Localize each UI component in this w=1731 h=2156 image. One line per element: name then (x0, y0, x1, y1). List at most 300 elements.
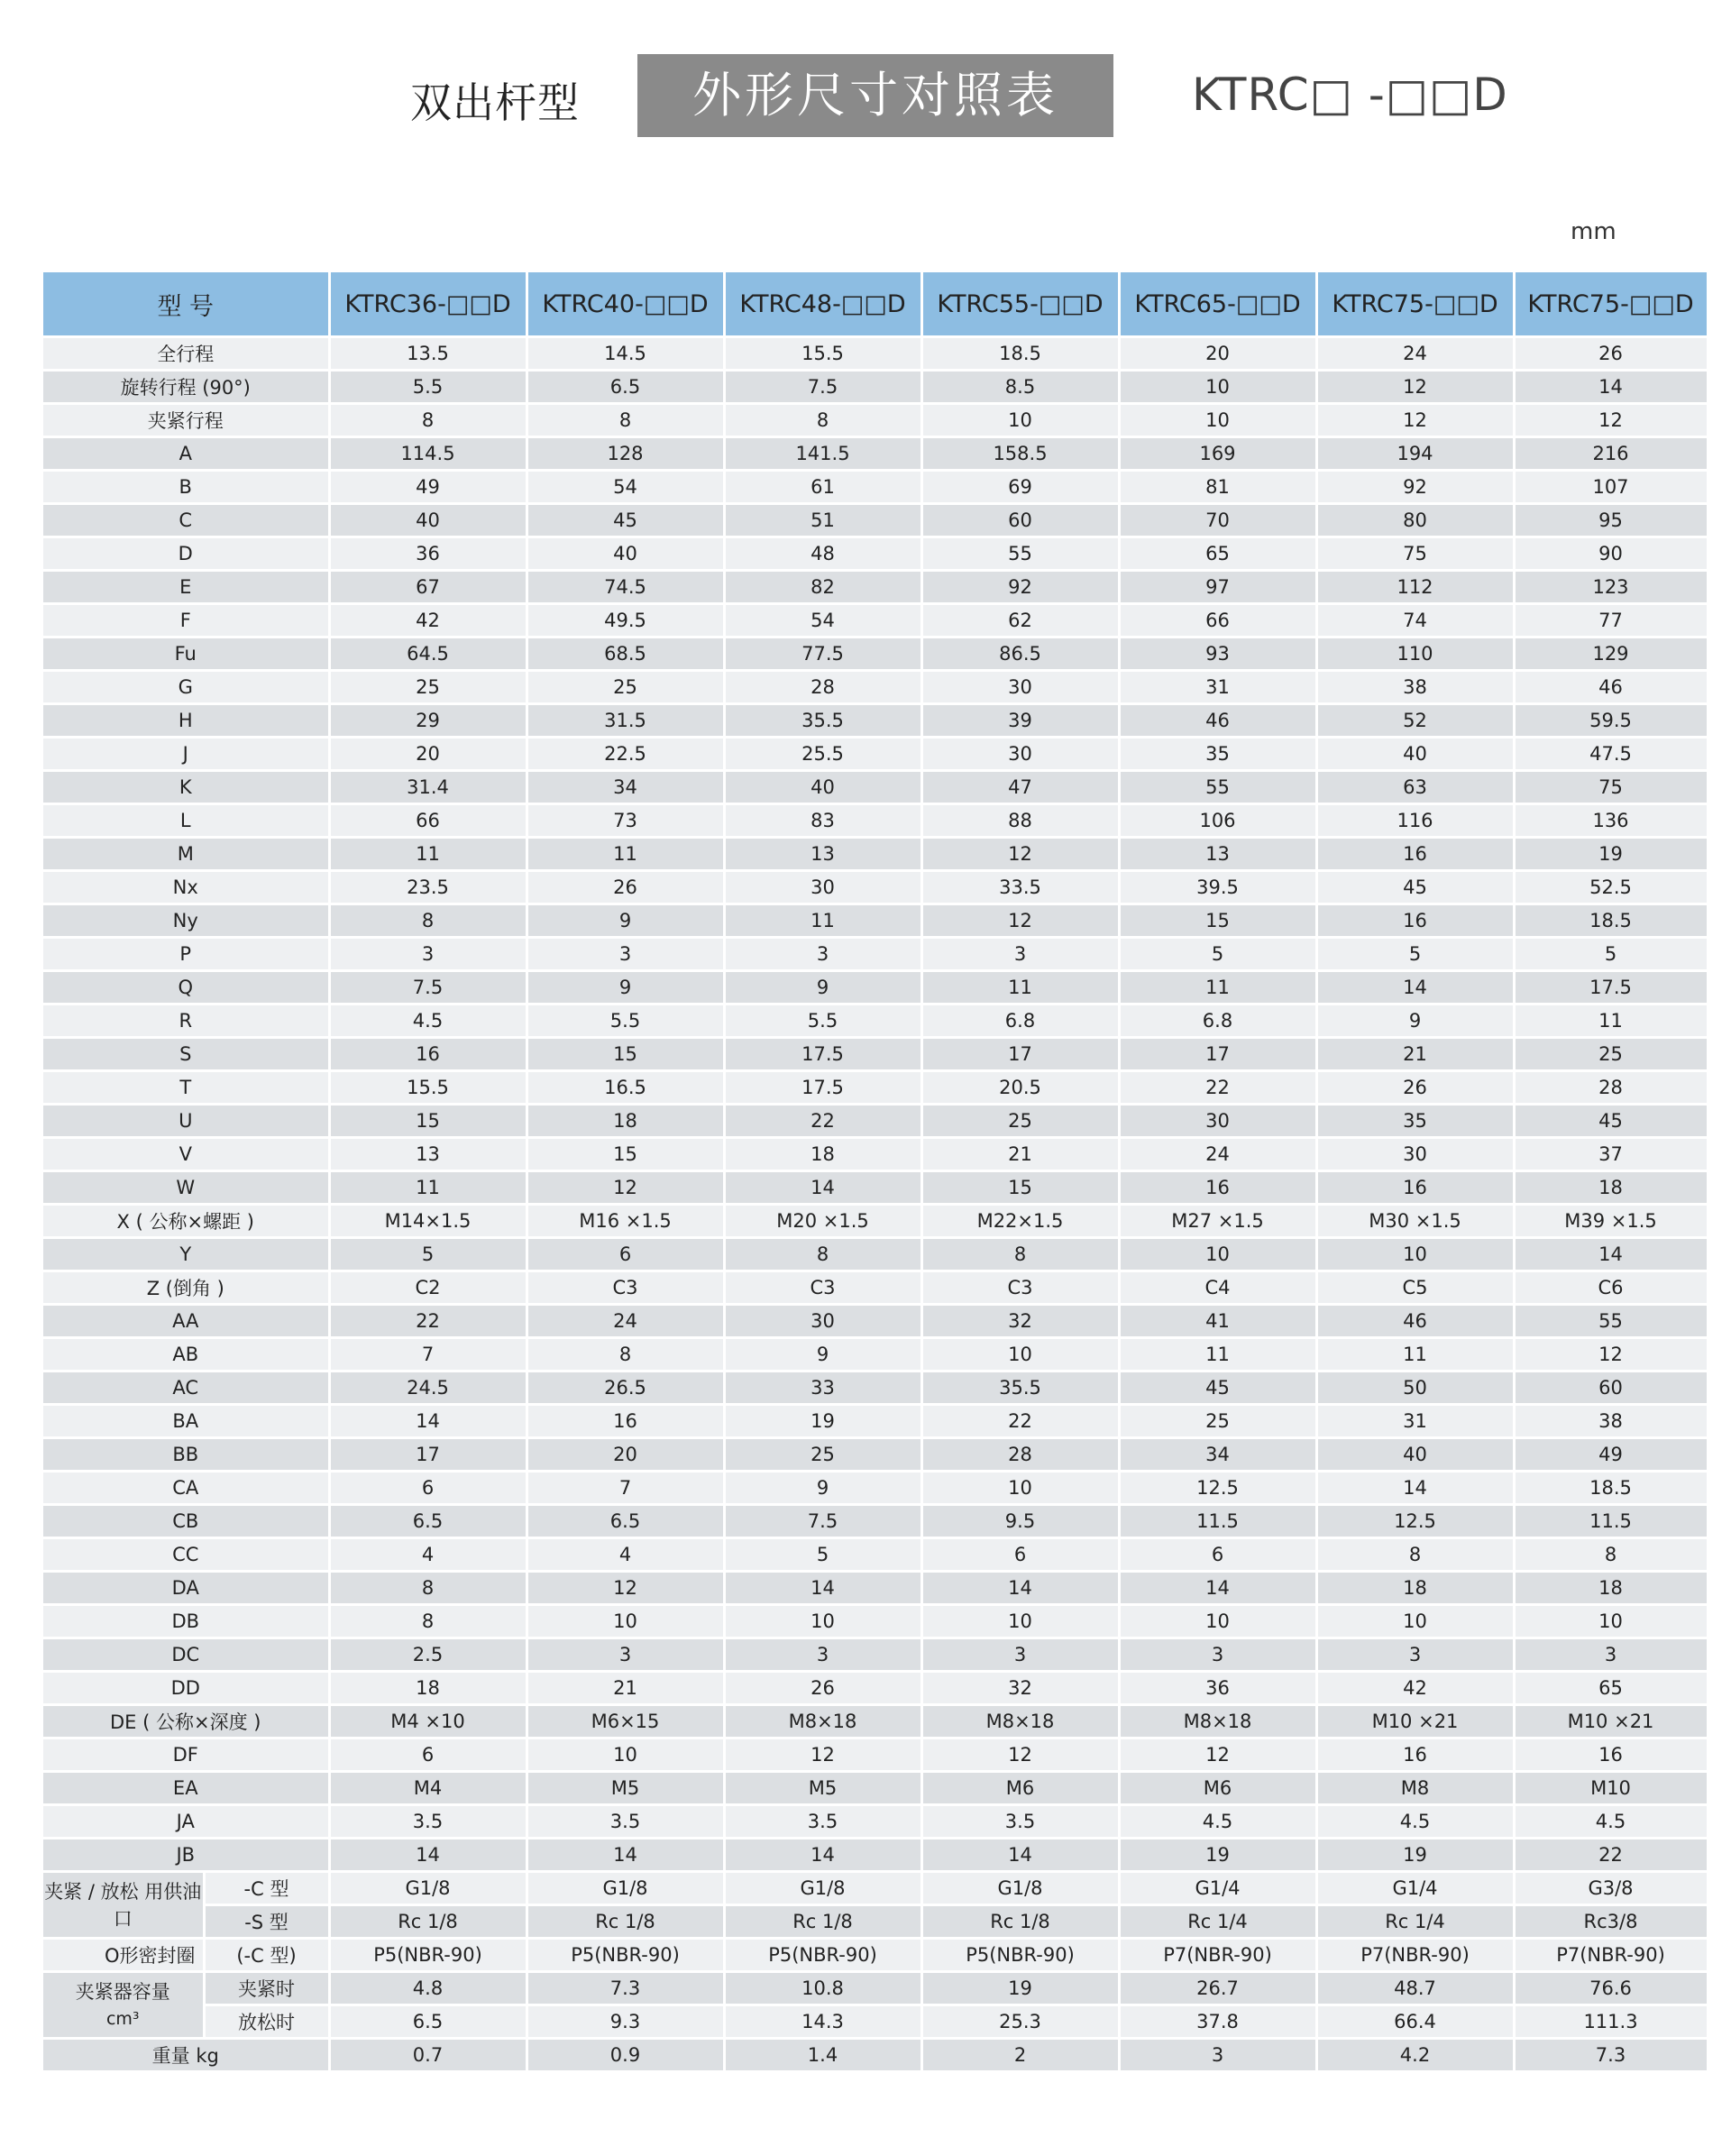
table-cell: 92 (1316, 471, 1514, 504)
table-cell: 3 (329, 938, 527, 971)
table-cell: 14 (329, 1839, 527, 1872)
table-cell: 24.5 (329, 1372, 527, 1405)
table-cell: 18 (329, 1672, 527, 1705)
table-cell: M14×1.5 (329, 1205, 527, 1238)
table-cell: 16 (1316, 838, 1514, 871)
table-cell: 64.5 (329, 638, 527, 671)
table-cell: 3 (527, 1638, 724, 1672)
row-label: E (43, 571, 329, 604)
table-cell: 3.5 (921, 1805, 1119, 1839)
table-cell: 18.5 (1514, 904, 1708, 938)
table-cell: 10 (921, 404, 1119, 437)
table-cell: P7(NBR-90) (1316, 1939, 1514, 1972)
row-label: AC (43, 1372, 329, 1405)
table-row (43, 638, 1708, 671)
table-cell: 14.5 (527, 337, 724, 371)
table-cell: G1/8 (527, 1872, 724, 1905)
table-cell: 35.5 (921, 1372, 1119, 1405)
table-cell: Rc 1/8 (329, 1905, 527, 1939)
table-cell: 15 (329, 1105, 527, 1138)
table-cell: 9 (527, 904, 724, 938)
table-cell: M10 ×21 (1514, 1705, 1708, 1739)
table-row (43, 437, 1708, 471)
row-label: CC (43, 1538, 329, 1572)
table-cell: 11 (1316, 1338, 1514, 1372)
table-cell: 32 (921, 1672, 1119, 1705)
table-cell: 10 (921, 1605, 1119, 1638)
table-row (43, 1572, 1708, 1605)
table-cell: 10 (527, 1739, 724, 1772)
table-row (43, 838, 1708, 871)
table-cell: C6 (1514, 1271, 1708, 1305)
table-row (43, 1538, 1708, 1572)
table-cell: 10.8 (724, 1972, 921, 2005)
table-cell: 18.5 (921, 337, 1119, 371)
table-cell: 25 (527, 671, 724, 704)
table-cell: 3 (527, 938, 724, 971)
oring-row (43, 1939, 1708, 1972)
table-cell: 4.2 (1316, 2039, 1514, 2072)
table-cell: 8 (527, 1338, 724, 1372)
table-row (43, 871, 1708, 904)
table-cell: 93 (1119, 638, 1316, 671)
table-cell: 3.5 (329, 1805, 527, 1839)
table-cell: 49.5 (527, 604, 724, 638)
row-label: K (43, 771, 329, 804)
table-cell: 14 (921, 1839, 1119, 1872)
table-cell: 8 (724, 404, 921, 437)
table-cell: Rc 1/4 (1316, 1905, 1514, 1939)
table-row (43, 371, 1708, 404)
table-cell: 6 (329, 1739, 527, 1772)
table-cell: 24 (527, 1305, 724, 1338)
table-cell: 47 (921, 771, 1119, 804)
table-cell: 35 (1119, 738, 1316, 771)
table-cell: 10 (1119, 404, 1316, 437)
table-cell: 9 (527, 971, 724, 1005)
table-cell: 6.5 (527, 371, 724, 404)
table-cell: M8×18 (1119, 1705, 1316, 1739)
page-header (0, 54, 1731, 137)
table-cell: 66 (329, 804, 527, 838)
model-column-header: KTRC40-□□D (527, 272, 724, 337)
table-cell: 32 (921, 1305, 1119, 1338)
table-cell: 42 (329, 604, 527, 638)
row-label: Z (倒角 ) (43, 1271, 329, 1305)
table-cell: 8 (921, 1238, 1119, 1271)
table-cell: 22 (329, 1305, 527, 1338)
table-cell: 68.5 (527, 638, 724, 671)
table-cell: 5.5 (724, 1005, 921, 1038)
row-label: DB (43, 1605, 329, 1638)
table-cell: 3.5 (527, 1805, 724, 1839)
table-cell: 59.5 (1514, 704, 1708, 738)
table-cell: 22.5 (527, 738, 724, 771)
table-cell: M39 ×1.5 (1514, 1205, 1708, 1238)
table-cell: 12 (921, 1739, 1119, 1772)
table-row (43, 1839, 1708, 1872)
row-label: DA (43, 1572, 329, 1605)
table-cell: M10 ×21 (1316, 1705, 1514, 1739)
capacity-sublabel: 夹紧时 (204, 1972, 329, 2005)
table-row (43, 1005, 1708, 1038)
table-cell: 11 (1514, 1005, 1708, 1038)
table-cell: 12 (527, 1572, 724, 1605)
table-cell: 16 (1316, 904, 1514, 938)
table-row (43, 1472, 1708, 1505)
table-cell: 31 (1316, 1405, 1514, 1438)
table-cell: 141.5 (724, 437, 921, 471)
table-cell: M4 ×10 (329, 1705, 527, 1739)
table-cell: M20 ×1.5 (724, 1205, 921, 1238)
table-cell: 49 (329, 471, 527, 504)
table-cell: C3 (921, 1271, 1119, 1305)
table-cell: 28 (724, 671, 921, 704)
table-cell: 40 (329, 504, 527, 537)
table-cell: 4 (329, 1538, 527, 1572)
table-cell: 12 (1119, 1739, 1316, 1772)
table-cell: 55 (921, 537, 1119, 571)
table-cell: 19 (1514, 838, 1708, 871)
table-cell: P5(NBR-90) (921, 1939, 1119, 1972)
table-cell: 12 (724, 1739, 921, 1772)
table-cell: M27 ×1.5 (1119, 1205, 1316, 1238)
table-cell: 39.5 (1119, 871, 1316, 904)
table-cell: Rc 1/8 (724, 1905, 921, 1939)
table-cell: 45 (1316, 871, 1514, 904)
table-cell: 10 (921, 1338, 1119, 1372)
table-cell: 114.5 (329, 437, 527, 471)
table-cell: 22 (724, 1105, 921, 1138)
table-cell: 52.5 (1514, 871, 1708, 904)
table-row (43, 604, 1708, 638)
table-cell: 74.5 (527, 571, 724, 604)
table-cell: 19 (1119, 1839, 1316, 1872)
table-cell: 46 (1119, 704, 1316, 738)
row-label: F (43, 604, 329, 638)
table-cell: 18.5 (1514, 1472, 1708, 1505)
row-label: DD (43, 1672, 329, 1705)
row-label: 全行程 (43, 337, 329, 371)
table-cell: 7.5 (724, 1505, 921, 1538)
table-row (43, 704, 1708, 738)
table-cell: G1/4 (1316, 1872, 1514, 1905)
table-row (43, 971, 1708, 1005)
table-cell: 81 (1119, 471, 1316, 504)
table-cell: 37 (1514, 1138, 1708, 1171)
table-cell: 6 (1119, 1538, 1316, 1572)
table-cell: 10 (1514, 1605, 1708, 1638)
row-label: JB (43, 1839, 329, 1872)
table-cell: 16 (1316, 1171, 1514, 1205)
table-cell: 9 (1316, 1005, 1514, 1038)
table-cell: 5 (1316, 938, 1514, 971)
table-cell: 61 (724, 471, 921, 504)
table-cell: 8 (1514, 1538, 1708, 1572)
table-cell: 11.5 (1119, 1505, 1316, 1538)
table-cell: Rc3/8 (1514, 1905, 1708, 1939)
capacity-sublabel: 放松时 (204, 2005, 329, 2039)
table-cell: 3.5 (724, 1805, 921, 1839)
table-cell: 47.5 (1514, 738, 1708, 771)
row-label: M (43, 838, 329, 871)
table-cell: 26.7 (1119, 1972, 1316, 2005)
table-cell: 14 (1514, 371, 1708, 404)
table-cell: 14 (1316, 1472, 1514, 1505)
capacity-row (43, 1972, 1708, 2005)
oil-supply-group-title: 夹紧 / 放松 用供油口 (44, 1880, 202, 1930)
model-column-header: KTRC36-□□D (329, 272, 527, 337)
table-row (43, 1638, 1708, 1672)
table-title: 外形尺寸对照表 (637, 54, 1113, 137)
table-cell: 34 (527, 771, 724, 804)
table-cell: 8 (724, 1238, 921, 1271)
table-cell: 12 (527, 1171, 724, 1205)
table-cell: 6.8 (921, 1005, 1119, 1038)
table-cell: 6 (329, 1472, 527, 1505)
table-cell: 82 (724, 571, 921, 604)
table-cell: 11 (527, 838, 724, 871)
table-cell: 12.5 (1316, 1505, 1514, 1538)
table-cell: 25 (329, 671, 527, 704)
row-label: CB (43, 1505, 329, 1538)
table-cell: 26 (724, 1672, 921, 1705)
table-row (43, 1438, 1708, 1472)
table-cell: 5 (1514, 938, 1708, 971)
table-cell: G1/4 (1119, 1872, 1316, 1905)
table-cell: 54 (724, 604, 921, 638)
row-label: S (43, 1038, 329, 1071)
table-cell: 31.4 (329, 771, 527, 804)
table-cell: 6.8 (1119, 1005, 1316, 1038)
table-cell: 49 (1514, 1438, 1708, 1472)
table-cell: 7 (527, 1472, 724, 1505)
table-cell: 16 (329, 1038, 527, 1071)
weight-row (43, 2039, 1708, 2072)
table-cell: 77 (1514, 604, 1708, 638)
table-cell: 22 (1119, 1071, 1316, 1105)
table-row (43, 1705, 1708, 1739)
table-row (43, 1405, 1708, 1438)
table-cell: 30 (1119, 1105, 1316, 1138)
table-cell: 88 (921, 804, 1119, 838)
row-label: AA (43, 1305, 329, 1338)
row-label: D (43, 537, 329, 571)
table-cell: 4 (527, 1538, 724, 1572)
row-label: L (43, 804, 329, 838)
table-cell: 14.3 (724, 2005, 921, 2039)
table-cell: 28 (1514, 1071, 1708, 1105)
table-cell: 11 (329, 838, 527, 871)
table-cell: 16 (1316, 1739, 1514, 1772)
table-cell: 10 (724, 1605, 921, 1638)
table-cell: 7.5 (329, 971, 527, 1005)
table-cell: 110 (1316, 638, 1514, 671)
table-cell: 17 (1119, 1038, 1316, 1071)
table-cell: M22×1.5 (921, 1205, 1119, 1238)
table-row (43, 1305, 1708, 1338)
table-cell: G3/8 (1514, 1872, 1708, 1905)
table-cell: 14 (1316, 971, 1514, 1005)
table-row (43, 537, 1708, 571)
table-cell: 40 (527, 537, 724, 571)
table-cell: 19 (921, 1972, 1119, 2005)
table-cell: 10 (1316, 1238, 1514, 1271)
table-cell: 5 (329, 1238, 527, 1271)
table-cell: 8 (1316, 1538, 1514, 1572)
table-cell: 13 (1119, 838, 1316, 871)
model-column-header: KTRC75-□□D (1514, 272, 1708, 337)
table-cell: Rc 1/8 (527, 1905, 724, 1939)
table-cell: 3 (724, 1638, 921, 1672)
table-row (43, 738, 1708, 771)
table-cell: 40 (724, 771, 921, 804)
table-cell: 24 (1316, 337, 1514, 371)
table-cell: 3 (1119, 1638, 1316, 1672)
table-cell: 106 (1119, 804, 1316, 838)
oil-supply-sublabel: -C 型 (204, 1872, 329, 1905)
table-cell: 25 (1514, 1038, 1708, 1071)
row-label: EA (43, 1772, 329, 1805)
table-cell: 34 (1119, 1438, 1316, 1472)
table-cell: 30 (921, 671, 1119, 704)
table-row (43, 1739, 1708, 1772)
table-cell: P7(NBR-90) (1119, 1939, 1316, 1972)
table-cell: 73 (527, 804, 724, 838)
table-cell: 15 (527, 1038, 724, 1071)
table-cell: 116 (1316, 804, 1514, 838)
row-label: G (43, 671, 329, 704)
table-row (43, 1138, 1708, 1171)
table-row (43, 1672, 1708, 1705)
table-cell: 194 (1316, 437, 1514, 471)
table-cell: 11 (724, 904, 921, 938)
oring-sublabel: (-C 型) (204, 1939, 329, 1972)
table-cell: 11 (1119, 1338, 1316, 1372)
table-cell: 18 (1316, 1572, 1514, 1605)
table-body (43, 337, 1708, 2072)
table-cell: 14 (527, 1839, 724, 1872)
table-cell: 14 (1119, 1572, 1316, 1605)
table-cell: 77.5 (724, 638, 921, 671)
table-cell: 46 (1316, 1305, 1514, 1338)
table-cell: 31.5 (527, 704, 724, 738)
table-cell: 5 (1119, 938, 1316, 971)
table-cell: 5.5 (527, 1005, 724, 1038)
table-cell: 55 (1119, 771, 1316, 804)
table-cell: 3 (1119, 2039, 1316, 2072)
table-cell: 62 (921, 604, 1119, 638)
oring-label: O形密封圈 (43, 1939, 204, 1972)
table-cell: 216 (1514, 437, 1708, 471)
row-label: U (43, 1105, 329, 1138)
table-cell: 42 (1316, 1672, 1514, 1705)
table-row (43, 904, 1708, 938)
table-row (43, 337, 1708, 371)
table-cell: 9.5 (921, 1505, 1119, 1538)
table-cell: 97 (1119, 571, 1316, 604)
table-cell: 90 (1514, 537, 1708, 571)
table-cell: 26 (1316, 1071, 1514, 1105)
table-cell: 40 (1316, 1438, 1514, 1472)
table-row (43, 671, 1708, 704)
table-cell: 45 (527, 504, 724, 537)
table-cell: 10 (1119, 371, 1316, 404)
table-cell: 12 (921, 904, 1119, 938)
table-cell: 6 (527, 1238, 724, 1271)
row-label: X ( 公称×螺距 ) (43, 1205, 329, 1238)
table-cell: 10 (921, 1472, 1119, 1505)
table-cell: 18 (1514, 1572, 1708, 1605)
table-cell: 19 (1316, 1839, 1514, 1872)
table-cell: 12 (1316, 371, 1514, 404)
table-row (43, 1071, 1708, 1105)
table-row (43, 1171, 1708, 1205)
table-cell: 30 (724, 1305, 921, 1338)
row-label: JA (43, 1805, 329, 1839)
table-cell: 30 (921, 738, 1119, 771)
table-cell: 3 (724, 938, 921, 971)
row-label: DF (43, 1739, 329, 1772)
table-cell: 12.5 (1119, 1472, 1316, 1505)
table-cell: M8 (1316, 1772, 1514, 1805)
table-cell: 17.5 (724, 1038, 921, 1071)
table-row (43, 404, 1708, 437)
oil-supply-row (43, 1905, 1708, 1939)
table-cell: 112 (1316, 571, 1514, 604)
row-label: Nx (43, 871, 329, 904)
table-cell: 14 (724, 1171, 921, 1205)
table-cell: 45 (1514, 1105, 1708, 1138)
table-row (43, 1772, 1708, 1805)
table-cell: 54 (527, 471, 724, 504)
table-cell: 4.5 (1514, 1805, 1708, 1839)
row-label: H (43, 704, 329, 738)
table-cell: 14 (1514, 1238, 1708, 1271)
table-cell: 10 (1316, 1605, 1514, 1638)
series-title: 双出杆型 (410, 78, 580, 127)
table-row (43, 1238, 1708, 1271)
table-cell: 48.7 (1316, 1972, 1514, 2005)
table-cell: 83 (724, 804, 921, 838)
table-row (43, 804, 1708, 838)
table-cell: 4.5 (1316, 1805, 1514, 1839)
table-cell: C3 (724, 1271, 921, 1305)
table-cell: M6×15 (527, 1705, 724, 1739)
table-cell: 19 (724, 1405, 921, 1438)
table-cell: 123 (1514, 571, 1708, 604)
capacity-group-title: 夹紧器容量 (75, 1980, 170, 2003)
table-cell: 14 (724, 1839, 921, 1872)
table-cell: 35.5 (724, 704, 921, 738)
row-label: J (43, 738, 329, 771)
table-cell: Rc 1/8 (921, 1905, 1119, 1939)
table-cell: 38 (1514, 1405, 1708, 1438)
table-cell: 28 (921, 1438, 1119, 1472)
table-cell: 9.3 (527, 2005, 724, 2039)
table-cell: 12 (1514, 1338, 1708, 1372)
row-label: T (43, 1071, 329, 1105)
row-label: BA (43, 1405, 329, 1438)
model-column-header: KTRC55-□□D (921, 272, 1119, 337)
table-cell: 10 (1119, 1605, 1316, 1638)
table-cell: 17.5 (724, 1071, 921, 1105)
table-cell: 8.5 (921, 371, 1119, 404)
table-cell: M5 (724, 1772, 921, 1805)
row-label: V (43, 1138, 329, 1171)
table-cell: 128 (527, 437, 724, 471)
table-cell: 15 (921, 1171, 1119, 1205)
